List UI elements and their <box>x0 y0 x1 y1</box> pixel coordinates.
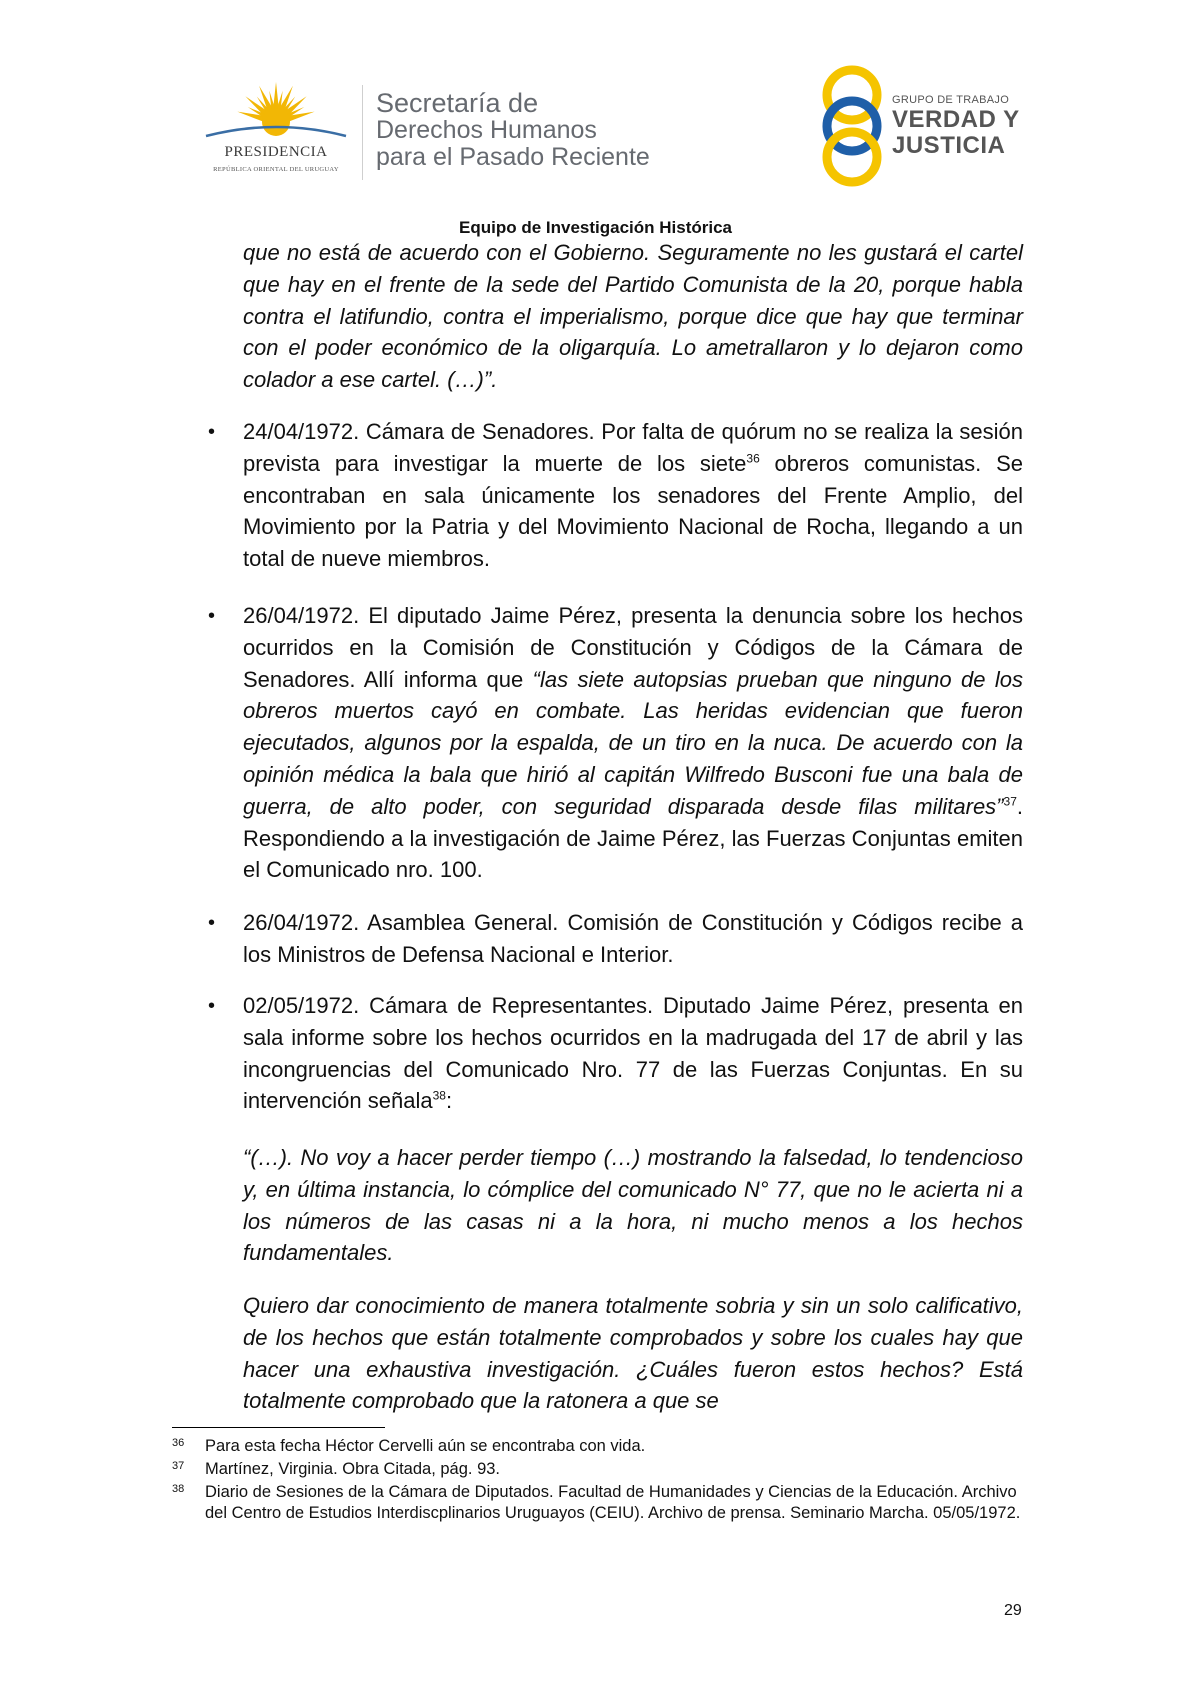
bullet-4-text-cont: : <box>445 1088 453 1114</box>
verdad-justicia-logo <box>812 63 1032 189</box>
presidencia-logo <box>196 82 356 178</box>
page-header <box>0 0 1191 237</box>
rings-icon <box>812 63 892 189</box>
bullet-4-text: 02/05/1972. Cámara de Representantes. Diputado Jaime Pérez, presenta en sala informe sobre los hechos ocurridos en la madrugada del 17 de abril y las incongruencias del Comunicado Nro. 77 de las Fuerzas Conjuntas. En su intervención señala <box>243 993 1023 1114</box>
bullet-2-text: 26/04/1972. El diputado Jaime Pérez, presenta la denuncia sobre los hechos ocurridos en la Comisión de Constitución y Códigos de la Cámara de Senadores. Allí informa que <box>243 603 1023 692</box>
presidencia-subtitle: REPÚBLICA ORIENTAL DEL URUGUAY <box>213 166 339 173</box>
header-divider <box>362 85 363 180</box>
team-title: Equipo de Investigación Histórica <box>459 218 732 237</box>
secretaria-line-2: Derechos Humanos <box>376 116 597 144</box>
bullet-2-text-cont: . Respondiendo a la investigación de Jaime Pérez, las Fuerzas Conjuntas emiten el Comunicado nro. 100. <box>243 793 1023 883</box>
footnote-text: Diario de Sesiones de la Cámara de Diputados. Facultad de Humanidades y Ciencias de la Educación. Archivo del Centro de Estudios Interdiscplinarios Uruguayos (CEIU). Archivo de prensa. Seminario Marcha. 05/05/1972. <box>205 1483 1021 1522</box>
quote-continuation: que no está de acuerdo con el Gobierno. Seguramente no les gustará el cartel que hay en el frente de la sede del Partido Comunista de la 20, porque habla contra el latifundio, contra el imperialismo, porque dice que hay que terminar con el poder económico de la oligarquía. Lo ametrallaron y lo dejaron como colador a ese cartel. (…)”. <box>243 240 1023 393</box>
autopsy-quote: “las siete autopsias prueban que ninguno de los obreros muertos cayó en combate. Las heridas evidencian que fueron ejecutados, algunos por la espalda, de un tiro en la nuca. De acuerdo con la opinión médica la bala que hirió al capitán Wilfredo Busconi fue una bala de guerra, de alto poder, con seguridad disparada desde filas militares” <box>243 666 1023 819</box>
bullet-1-text: 24/04/1972. Cámara de Senadores. Por falta de quórum no se realiza la sesión prevista para investigar la muerte de los siete <box>243 419 1023 476</box>
grupo-title <box>892 107 1020 159</box>
footnote-number: 36 <box>172 1437 185 1449</box>
footnote-text: Para esta fecha Héctor Cervelli aún se encontraba con vida. <box>205 1437 646 1455</box>
bullet-1-text-cont: obreros comunistas. Se encontraban en sala únicamente los senadores del Frente Amplio, del Movimiento por la Patria y del Movimiento Nacional de Rocha, llegando a un total de nueve miembros. <box>243 450 1023 572</box>
secretaria-line-1: Secretaría de <box>376 88 539 118</box>
footnote-ref-36: 36 <box>746 451 760 466</box>
bullet-item-3: 26/04/1972. Asamblea General. Comisión de Constitución y Códigos recibe a los Ministros de Defensa Nacional e Interior. <box>243 910 1023 967</box>
footnote-ref-38: 38 <box>432 1089 446 1104</box>
bullet-marker: • <box>208 995 216 1017</box>
footnote-ref-37: 37 <box>1003 794 1017 809</box>
footnote-36 <box>172 1436 1028 1457</box>
bullet-marker: • <box>208 421 216 443</box>
speech-quote-1: “(…). No voy a hacer perder tiempo (…) mostrando la falsedad, lo tendencioso y, en última instancia, lo cómplice del comunicado N° 77, que no le acierta ni a los números de las casas ni a la hora, ni mucho menos a los hechos fundamentales. <box>243 1145 1023 1266</box>
bullet-item-4 <box>243 990 1023 1117</box>
secretaria-line-3: para el Pasado Reciente <box>376 143 650 171</box>
grupo-title-line-2: JUSTICIA <box>892 132 1006 159</box>
footnote-37 <box>172 1459 1028 1480</box>
bullet-item-2 <box>243 600 1023 886</box>
grupo-title-line-1: VERDAD Y <box>892 106 1020 133</box>
footnote-number: 37 <box>172 1460 185 1472</box>
footnote-text: Martínez, Virginia. Obra Citada, pág. 93. <box>205 1460 501 1478</box>
sun-icon <box>196 82 356 146</box>
speech-quote-2: Quiero dar conocimiento de manera totalmente sobria y sin un solo calificativo, de los hechos que están totalmente comprobados y sobre los cuales hay que hacer una exhaustiva investigación. ¿Cuáles fueron estos hechos? Está totalmente comprobado que la ratonera a que se <box>243 1293 1023 1414</box>
footnote-38 <box>172 1482 1028 1524</box>
bullet-item-1 <box>243 416 1023 575</box>
grupo-label: GRUPO DE TRABAJO <box>892 94 1010 106</box>
page-number: 29 <box>1004 1602 1022 1619</box>
presidencia-title: PRESIDENCIA <box>224 144 328 160</box>
bullet-marker: • <box>208 605 216 627</box>
secretaria-logo-text <box>376 90 650 171</box>
footnote-separator <box>172 1427 385 1428</box>
footnote-number: 38 <box>172 1483 185 1495</box>
bullet-marker: • <box>208 912 216 934</box>
